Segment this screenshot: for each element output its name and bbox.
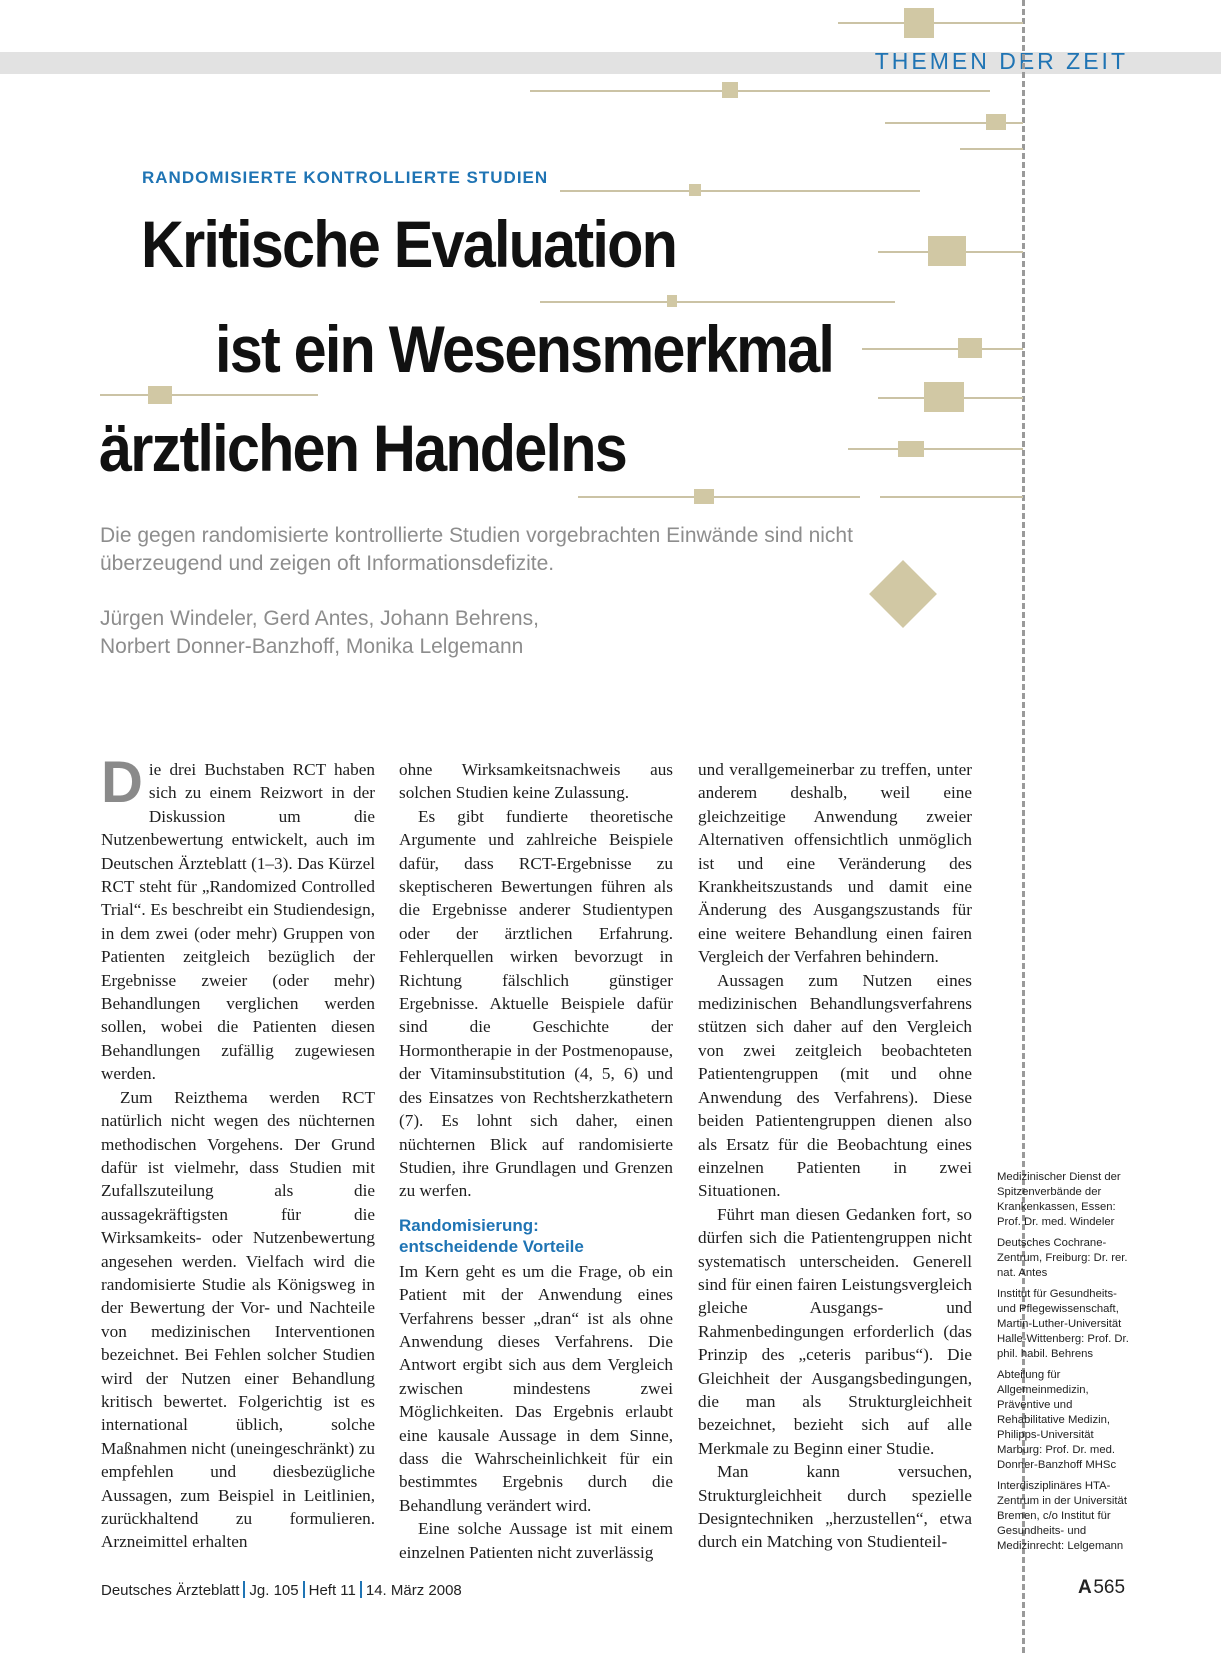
journal-volume: Jg. 105 (249, 1582, 299, 1599)
subheading-line-2: entscheidende Vorteile (399, 1236, 584, 1256)
author-affiliations (997, 1170, 1137, 1560)
affiliation: Deutsches Cochrane-Zentrum, Freiburg: Dr. rer. nat. Antes (997, 1237, 1128, 1279)
article-kicker: RANDOMISIERTE KONTROLLIERTE STUDIEN (142, 168, 549, 187)
deco-square (958, 338, 982, 358)
authors-line-1: Jürgen Windeler, Gerd Antes, Johann Behrens, (100, 607, 539, 630)
deco-line (862, 348, 1023, 350)
article-authors (100, 605, 860, 661)
paragraph: Es gibt fundierte theoretische Argumente und zahlreiche Beispiele dafür, dass RCT-Ergebnisse zu skeptischeren Bewertungen führen als die Ergebnisse anderer Studientypen oder der ärztlichen Erfahrung. Fehlerquellen wirken bevorzugt in Richtung fälschlich günstiger Ergebnisse. Aktuelle Beispiele dafür sind die Geschichte der Hormontherapie in der Postmenopause, der Vitaminsubstitution (4, 5, 6) und des Einsatzes von Rechtsherzkathetern (7). Es lohnt sich daher, einen nüchternen Blick auf randomisierte Studien, ihre Grundlagen und Grenzen zu werfen. (399, 806, 673, 1201)
deco-line (848, 448, 1023, 450)
deco-square (694, 489, 714, 504)
section-label: THEMEN DER ZEIT (874, 48, 1128, 74)
paragraph: Man kann versuchen, Strukturgleichheit durch spezielle Designtechniken „herzustellen“, etwa durch ein Matching von Studienteil- (698, 1462, 972, 1552)
paragraph (101, 750, 375, 1086)
deco-line (530, 90, 990, 92)
deco-square (904, 8, 934, 38)
paragraph: Im Kern geht es um die Frage, ob ein Patient mit der Anwendung eines Verfahrens besser „dran“ ist als ohne Anwendung dieses Verfahrens. Die Antwort ergibt sich aus dem Vergleich zwischen mindestens zwei Möglichkeiten. Das Ergebnis erlaubt eine kausale Aussage in dem Sinne, dass die Wahrscheinlichkeit für ein bestimmtes Ergebnis durch die Behandlung verändert wird. (399, 1261, 673, 1515)
subheading-line-1: Randomisierung: (399, 1215, 539, 1235)
section-subheading (399, 1215, 673, 1257)
footer-separator (243, 1581, 245, 1598)
deco-square (148, 386, 172, 404)
deco-line (100, 394, 318, 396)
footer-separator (360, 1581, 362, 1598)
article-subtitle: Die gegen randomisierte kontrollierte Studien vorgebrachten Einwände sind nicht überzeugend und zeigen oft Informationsdefizite. (100, 524, 853, 575)
journal-name: Deutsches Ärzteblatt (101, 1582, 240, 1599)
footer-separator (303, 1581, 305, 1598)
drop-cap: D (101, 750, 143, 815)
deco-square (689, 184, 701, 196)
footer-citation (101, 1581, 462, 1599)
headline-line-3: ärztlichen Handelns (99, 411, 626, 485)
affiliation: Medizinischer Dienst der Spitzenverbände der Krankenkassen, Essen: Prof. Dr. med. Windeler (997, 1171, 1121, 1228)
deco-line (560, 190, 920, 192)
body-column-1 (101, 750, 375, 1554)
paragraph: Aussagen zum Nutzen eines medizinischen Behandlungsverfahrens stützen sich daher auf den Vergleich von zwei zeitgleich beobachteten Patientengruppen (mit und ohne Anwendung des Verfahrens). Diese beiden Patientengruppen dienen also als Ersatz für die Beobachtung eines einzelnen Patienten in zwei Situationen. (698, 970, 972, 1201)
deco-square (667, 295, 677, 307)
page-number-value: 565 (1093, 1577, 1126, 1598)
headline-line-2: ist ein Wesensmerkmal (215, 312, 834, 386)
paragraph: Führt man diesen Gedanken fort, so dürfen sich die Patientengruppen nicht systematisch unterscheiden. Generell sind für einen fairen Leistungsvergleich gleiche Ausgangs- und Rahmenbedingungen erforderlich (das Prinzip des „ceteris paribus“). Die Gleichheit der Ausgangsbedingungen, die man als Strukturgleichheit bezeichnet, bezieht sich auf alle Merkmale zu Beginn einer Studie. (698, 1204, 972, 1458)
affiliation: Abteilung für Allgemeinmedizin, Präventive und Rehabilitative Medizin, Philipps-Universität Marburg: Prof. Dr. med. Donner-Banzhoff MHSc (997, 1369, 1117, 1471)
body-column-3 (698, 758, 972, 1554)
deco-line (880, 496, 1023, 498)
paragraph: ohne Wirksamkeitsnachweis aus solchen Studien keine Zulassung. (399, 760, 673, 803)
paragraph: Eine solche Aussage ist mit einem einzelnen Patienten nicht zuverlässig (399, 1519, 673, 1562)
deco-line (578, 496, 860, 498)
journal-date: 14. März 2008 (365, 1582, 462, 1599)
deco-square (986, 114, 1006, 130)
authors-line-2: Norbert Donner-Banzhoff, Monika Lelgemann (100, 635, 524, 658)
affiliation: Interdisziplinäres HTA-Zentrum in der Universität Bremen, c/o Institut für Gesundheits- und Medizinrecht: Lelgemann (997, 1480, 1127, 1552)
deco-square (722, 82, 738, 98)
affiliation: Institut für Gesundheits- und Pflegewissenschaft, Martin-Luther-Universität Halle-Wittenberg: Prof. Dr. phil. habil. Behrens (997, 1288, 1129, 1360)
headline-line-1: Kritische Evaluation (141, 207, 677, 281)
deco-square (928, 236, 966, 266)
deco-diamond (869, 560, 937, 628)
paragraph: Zum Reizthema werden RCT natürlich nicht wegen des nüchternen methodischen Vorgehens. Der Grund dafür ist vielmehr, dass Studien mit Zufallszuteilung als die aussagekräftigsten für die Wirksamkeits- oder Nutzenbewertung angesehen werden. Vielfach wird die randomisierte Studie als Königsweg in der Bewertung der Vor- und Nachteile von medizinischen Interventionen bezeichnet. Bei Fehlen solcher Studien wird der Nutzen einer Behandlung kritisch bewertet. Folgerichtig ist es international üblich, solche Maßnahmen nicht (uneingeschränkt) zu empfehlen und diesbezügliche Aussagen, zum Beispiel in Leitlinien, zurückhaltend zu formulieren. Arzneimittel erhalten (101, 1087, 375, 1552)
body-column-2 (399, 758, 673, 1564)
deco-line (540, 301, 895, 303)
paragraph: und verallgemeinerbar zu treffen, unter anderem deshalb, weil eine gleichzeitige Anwendung zweier Alternativen offensichtlich unmöglich ist und eine Veränderung des Krankheitszustands und damit eine Änderung des Ausgangszustands für eine weitere Behandlung einen fairen Vergleich der Verfahren behindern. (698, 760, 972, 967)
journal-issue: Heft 11 (308, 1582, 356, 1599)
deco-line (960, 148, 1023, 150)
paragraph-text: ie drei Buchstaben RCT haben sich zu einem Reizwort in der Diskussion um die Nutzenbewertung entwickelt, auch im Deutschen Ärzteblatt (1–3). Das Kürzel RCT steht für „Randomized Controlled Trial“. Es beschreibt ein Studiendesign, in dem zwei (oder mehr) Gruppen von Patienten zeitgleich bezüglich der Ergebnisse zweier (oder mehr) Behandlungen verglichen werden sollen, wobei die Patienten diesen Behandlungen zufällig zugewiesen werden. (101, 760, 375, 1084)
page-number (1078, 1577, 1125, 1599)
deco-square (898, 441, 924, 457)
deco-square (924, 382, 964, 412)
page-prefix: A (1078, 1577, 1092, 1598)
